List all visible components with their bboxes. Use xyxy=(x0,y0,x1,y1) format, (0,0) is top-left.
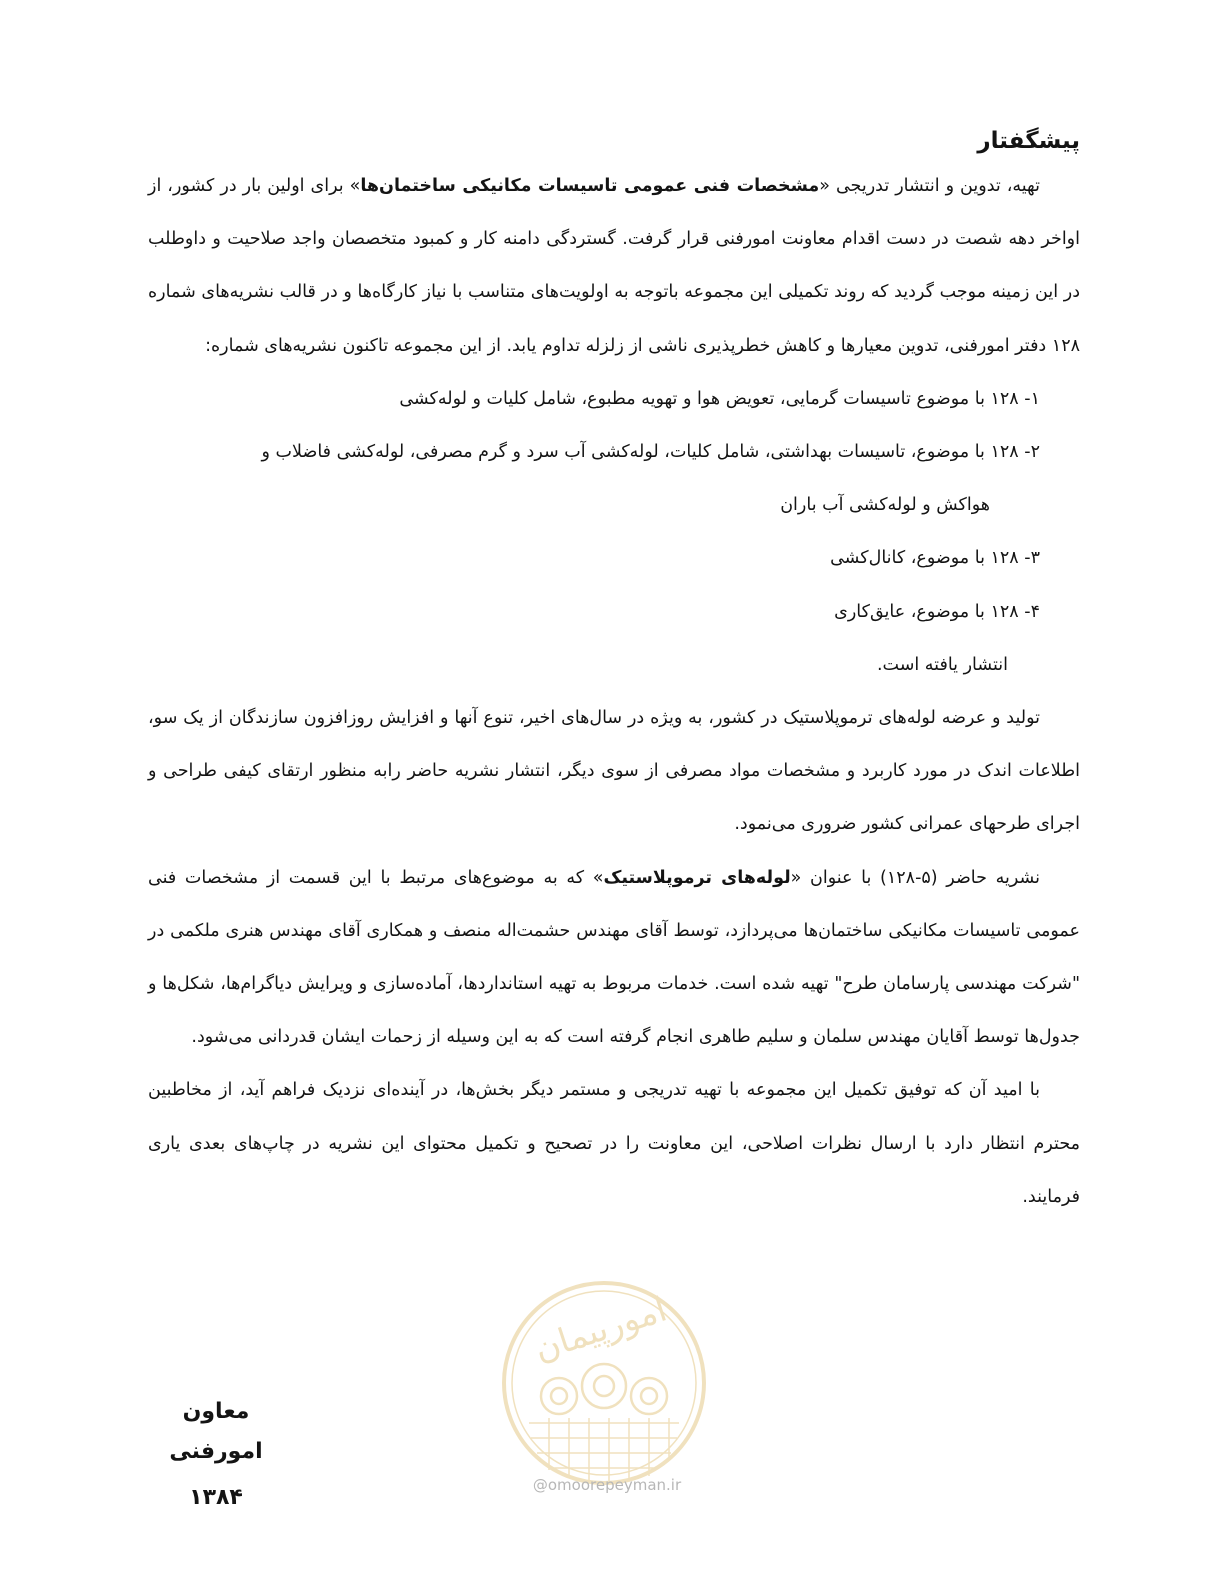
list-item-1: ۱- ۱۲۸ با موضوع تاسیسات گرمایی، تعویض هوا و تهویه مطبوع، شامل کلیات و لوله‌کشی xyxy=(399,388,1040,409)
paragraph-2: تولید و عرضه لوله‌های ترموپلاستیک در کشور، به ویژه در سال‌های اخیر، تنوع آنها و افزایش روزافزون سازندگان از یک سو، اطلاعات اندک در مورد کاربرد و مشخصات مواد مصرفی از سوی دیگر، انتشار نشریه حاضر رابه منظور ارتقای کیفی طراحی و اجرای طرحهای عمرانی کشور ضروری می‌نمود. xyxy=(148,708,1080,835)
paragraph-3 xyxy=(148,852,1080,1065)
paragraph-4: با امید آن که توفیق تکمیل این مجموعه با تهیه تدریجی و مستمر دیگر بخش‌ها، در آینده‌ای نزدیک فراهم آید، از مخاطبین محترم انتظار دارد با ارسال نظرات اصلاحی، این معاونت را در تصحیح و تکمیل محتوای این نشریه در چاپ‌های بعدی یاری فرمایند. xyxy=(148,1080,1080,1207)
list-item-2: ۲- ۱۲۸ با موضوع، تاسیسات بهداشتی، شامل کلیات، لوله‌کشی آب سرد و گرم مصرفی، لوله‌کشی فاضلاب و xyxy=(261,442,1040,463)
signature-name: معاون امورفنی xyxy=(169,1399,263,1464)
list-item-2-continued: هواکش و لوله‌کشی آب باران xyxy=(780,495,990,516)
paragraph-1 xyxy=(148,160,1080,373)
paragraph-1-bold-title: مشخصات فنی عمومی تاسیسات مکانیکی ساختمان‌ها xyxy=(360,176,820,196)
signature-year: ۱۳۸۴ xyxy=(189,1485,243,1510)
paragraph-1-text-c: » برای اولین بار در کشور، از اواخر دهه شصت در دست اقدام معاونت امورفنی قرار گرفت. گستردگی دامنه کار و کمبود متخصصان واجد صلاحیت و داوطلب در این زمینه موجب گردید که روند تکمیلی این مجموعه باتوجه به اولویت‌های متناسب با نیاز کارگاه‌ها و در قالب نشریه‌های شماره ۱۲۸ دفتر امورفنی، تدوین معیارها و کاهش خطرپذیری ناشی از زلزله تداوم یابد. از این مجموعه تاکنون نشریه‌های شماره: xyxy=(148,176,1080,356)
page-title: پیشگفتار xyxy=(977,128,1080,154)
paragraph-1-text-a: تهیه، تدوین و انتشار تدریجی « xyxy=(819,176,1040,196)
list-closing: انتشار یافته است. xyxy=(876,654,1008,675)
list-item-3: ۳- ۱۲۸ با موضوع، کانال‌کشی xyxy=(830,548,1040,569)
preface-body xyxy=(148,160,1080,1224)
signature-block xyxy=(146,1392,286,1518)
paragraph-3-text-c: » که به موضوع‌های مرتبط با این قسمت از مشخصات فنی عمومی تاسیسات مکانیکی ساختمان‌ها می‌پردازد، توسط آقای مهندس حشمت‌اله منصف و همکاری آقای مهندس هنری ملکمی در "شرکت مهندسی پارسامان طرح" تهیه شده است. خدمات مربوط به تهیه استانداردها، آماده‌سازی و ویرایش دیاگرام‌ها، شکل‌ها و جدول‌ها توسط آقایان مهندس سلمان و سلیم طاهری انجام گرفته است که به این وسیله از زحمات ایشان قدردانی می‌شود. xyxy=(148,867,1080,1048)
watermark-caption: @omoorepeyman.ir xyxy=(532,1476,682,1494)
paragraph-3-text-a: نشریه حاضر (۵-۱۲۸) با عنوان « xyxy=(790,867,1041,888)
svg-text:امورپیمان: امورپیمان xyxy=(529,1289,672,1370)
list-item-4: ۴- ۱۲۸ با موضوع، عایق‌کاری xyxy=(834,601,1040,622)
paragraph-3-bold-title: لوله‌های ترموپلاستیک xyxy=(603,867,791,888)
watermark-logo-icon xyxy=(499,1278,709,1508)
